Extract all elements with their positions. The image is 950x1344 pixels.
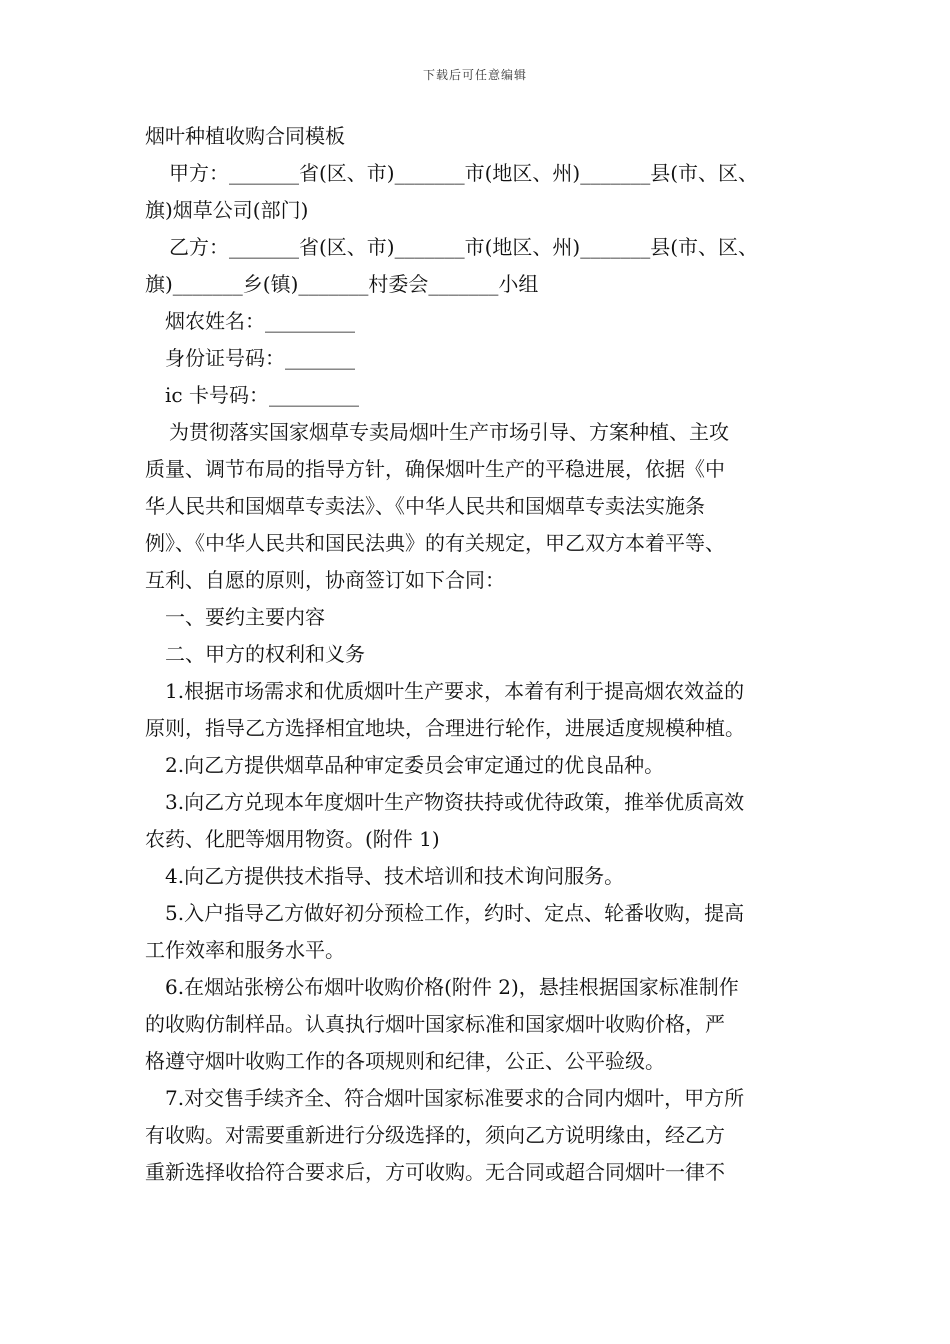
preamble-line-1: 为贯彻落实国家烟草专卖局烟叶生产市场引导、方案种植、主攻 [169,420,729,444]
farmer-name-line: 烟农姓名：_________ [165,309,355,333]
party-a-line-1: 甲方：_______省(区、市)_______市(地区、州)_______县(市、区、 [169,161,759,185]
clause-3-line-1: 3.向乙方兑现本年度烟叶生产物资扶持或优待政策，推举优质高效 [165,790,745,814]
party-a-line-2: 旗)烟草公司(部门) [145,198,309,222]
clause-5-line-1: 5.入户指导乙方做好初分预检工作，约时、定点、轮番收购，提高 [165,901,745,925]
clause-1-line-2: 原则，指导乙方选择相宜地块，合理进行轮作，进展适度规模种植。 [145,716,745,740]
id-number-line: 身份证号码：_______ [165,346,355,370]
clause-6-line-2: 的收购仿制样品。认真执行烟叶国家标准和国家烟叶收购价格，严 [145,1012,725,1036]
document-body [145,118,810,1191]
ic-card-line: ic 卡号码：_________ [165,383,359,407]
preamble-line-3: 华人民共和国烟草专卖法》、《中华人民共和国烟草专卖法实施条 [145,494,705,518]
clause-7-line-2: 有收购。对需要重新进行分级选择的，须向乙方说明缘由，经乙方 [145,1123,725,1147]
party-b-line-2: 旗)_______乡(镇)_______村委会_______小组 [145,272,539,296]
preamble-line-4: 例》、《中华人民共和国民法典》的有关规定，甲乙双方本着平等、 [145,531,725,555]
clause-2-line-1: 2.向乙方提供烟草品种审定委员会审定通过的优良品种。 [165,753,665,777]
party-b-line-1: 乙方：_______省(区、市)_______市(地区、州)_______县(市、区、 [169,235,759,259]
clause-7-line-3: 重新选择收拾符合要求后，方可收购。无合同或超合同烟叶一律不 [145,1160,725,1184]
preamble-line-5: 互利、自愿的原则，协商签订如下合同： [145,568,505,592]
clause-5-line-2: 工作效率和服务水平。 [145,938,345,962]
clause-6-line-1: 6.在烟站张榜公布烟叶收购价格(附件 2)，悬挂根据国家标准制作 [165,975,739,999]
document-title: 烟叶种植收购合同模板 [145,124,345,148]
clause-7-line-1: 7.对交售手续齐全、符合烟叶国家标准要求的合同内烟叶，甲方所 [165,1086,745,1110]
section-heading-1: 一、要约主要内容 [165,605,325,629]
clause-3-line-2: 农药、化肥等烟用物资。(附件 1) [145,827,440,851]
clause-6-line-3: 格遵守烟叶收购工作的各项规则和纪律，公正、公平验级。 [145,1049,665,1073]
clause-4-line-1: 4.向乙方提供技术指导、技术培训和技术询问服务。 [165,864,625,888]
page-header: 下载后可任意编辑 [422,68,527,82]
section-heading-2: 二、甲方的权利和义务 [165,642,365,666]
clause-1-line-1: 1.根据市场需求和优质烟叶生产要求，本着有利于提高烟农效益的 [165,679,745,703]
preamble-line-2: 质量、调节布局的指导方针，确保烟叶生产的平稳进展，依据《中 [145,457,725,481]
